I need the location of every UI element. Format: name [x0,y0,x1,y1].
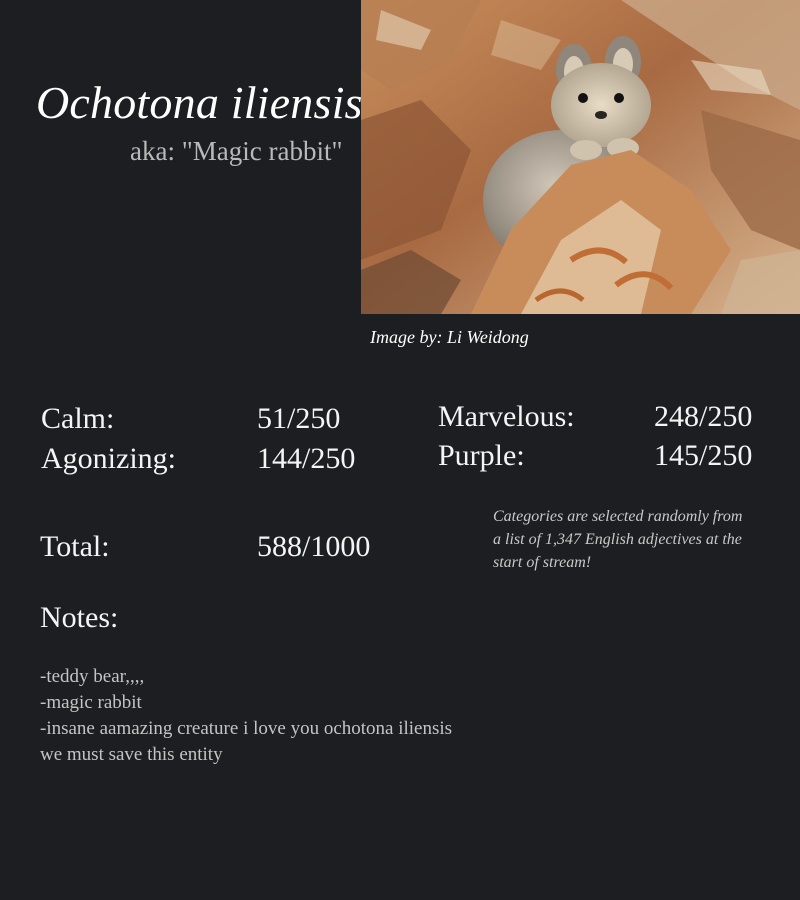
pika-photo [361,0,800,314]
rating-label-calm: Calm: [41,402,115,435]
rating-label-purple: Purple: [438,439,525,472]
rating-value-marvelous: 248/250 [654,400,753,433]
note-line: we must save this entity [40,744,223,765]
notes-list [40,664,452,768]
rating-label-marvelous: Marvelous: [438,400,575,433]
rating-value-agonizing: 144/250 [257,442,356,475]
total-value: 588/1000 [257,530,371,563]
note-line: -teddy bear,,,, [40,666,145,687]
categories-footnote: Categories are selected randomly from a list of 1,347 English adjectives at the start of stream! [493,508,743,571]
species-title: Ochotona iliensis [36,77,363,128]
rating-value-calm: 51/250 [257,402,341,435]
note-line: -insane aamazing creature i love you ochotona iliensis [40,718,453,739]
notes-heading: Notes: [40,601,119,634]
species-alias: aka: "Magic rabbit" [130,136,343,166]
rating-value-purple: 145/250 [654,439,753,472]
rating-label-agonizing: Agonizing: [41,442,176,475]
note-line: -magic rabbit [40,692,142,713]
photo-credit: Image by: Li Weidong [370,327,529,347]
pika-illustration [361,0,800,314]
total-label: Total: [40,530,110,563]
